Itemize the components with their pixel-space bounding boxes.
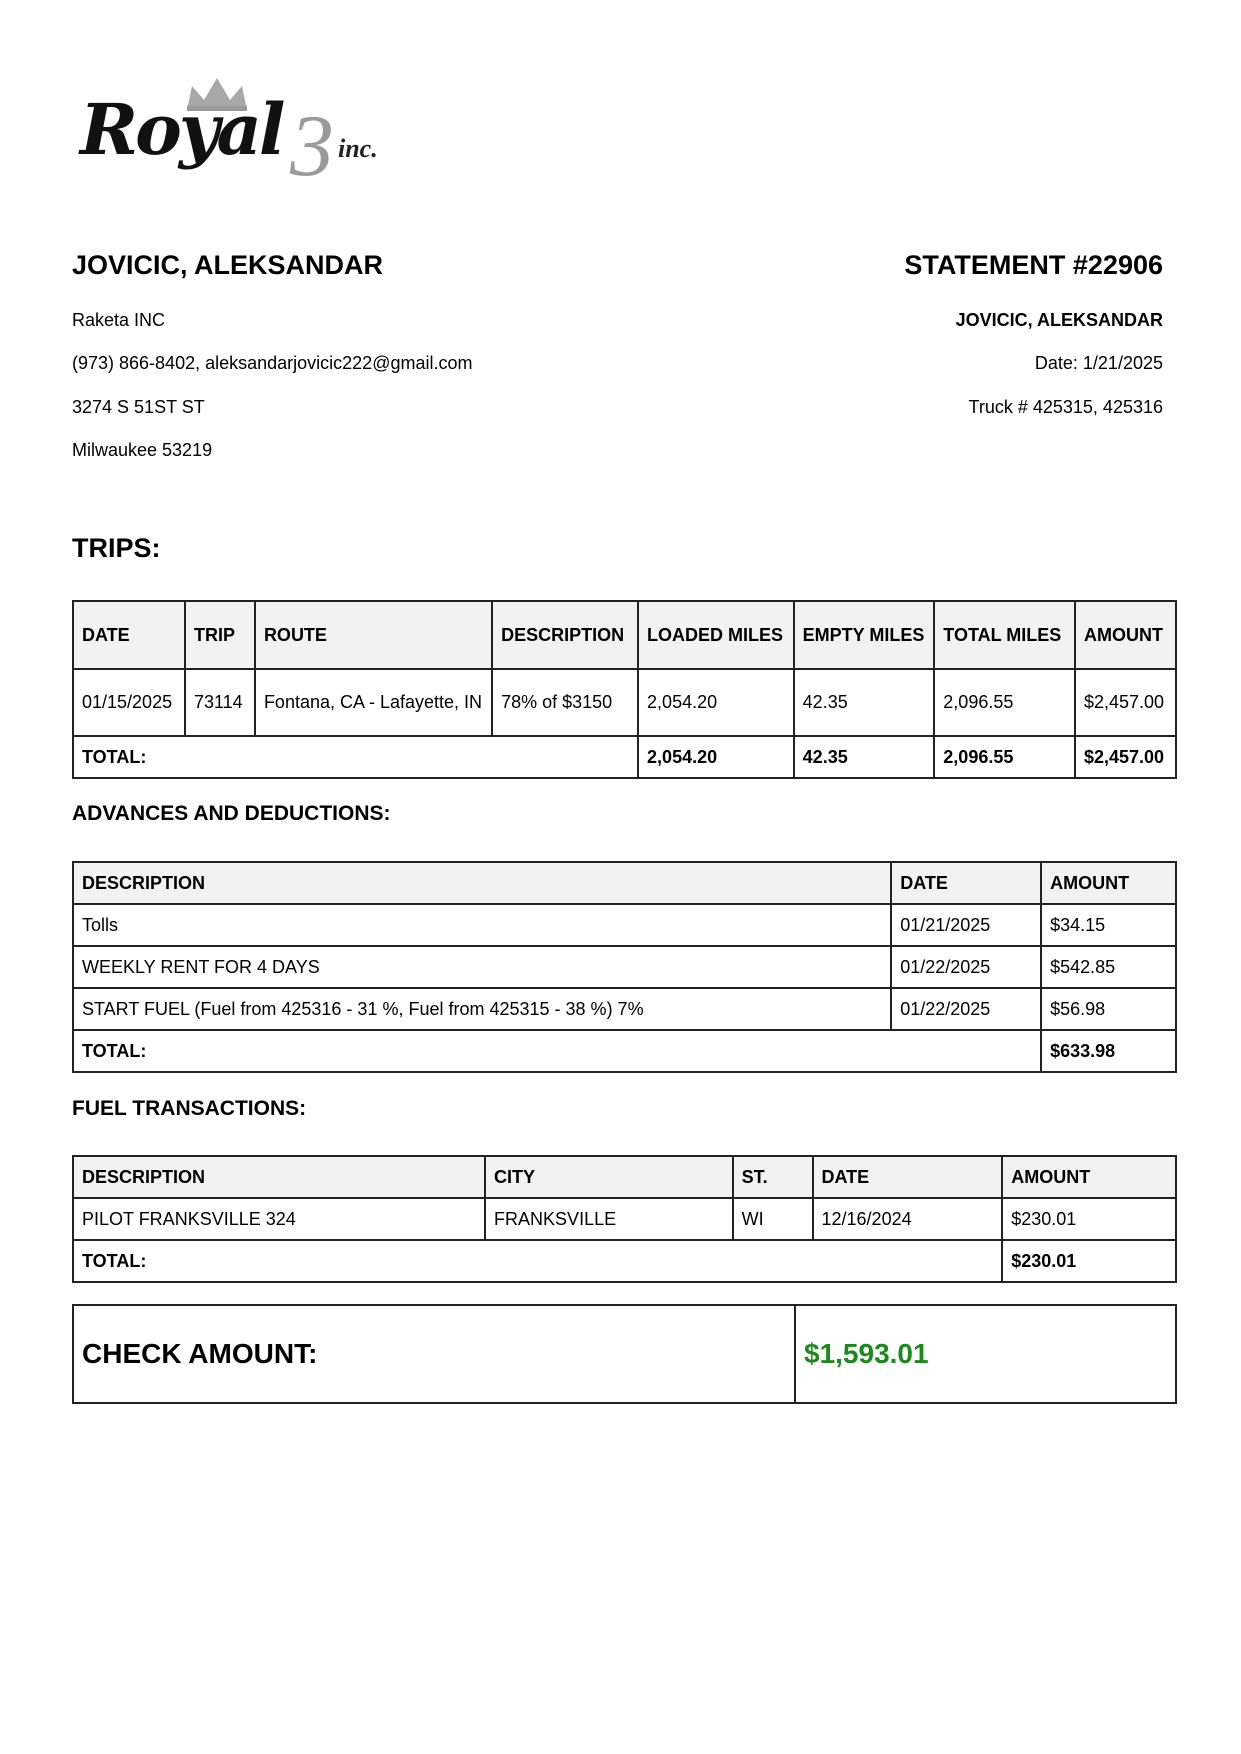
table-row [73, 904, 1176, 946]
table-row [73, 669, 1176, 736]
total-amount: $230.01 [1002, 1240, 1176, 1282]
col-loaded-miles: LOADED MILES [638, 601, 794, 669]
advances-total-row [73, 1030, 1176, 1072]
trip-date: 01/15/2025 [73, 669, 185, 736]
total-label: TOTAL: [73, 1240, 1002, 1282]
total-loaded: 2,054.20 [638, 736, 794, 778]
total-amount: $2,457.00 [1075, 736, 1176, 778]
logo-number: 3 [290, 98, 334, 195]
col-description: DESCRIPTION [73, 862, 891, 904]
total-empty: 42.35 [794, 736, 935, 778]
statement-number: STATEMENT #22906 [904, 250, 1163, 280]
right-driver-name: JOVICIC, ALEKSANDAR [955, 310, 1163, 330]
table-row [73, 988, 1176, 1030]
fuel-state: WI [733, 1198, 813, 1240]
table-row [73, 946, 1176, 988]
col-description: DESCRIPTION [73, 1156, 485, 1198]
col-amount: AMOUNT [1075, 601, 1176, 669]
col-amount: AMOUNT [1041, 862, 1176, 904]
advance-description: Tolls [73, 904, 891, 946]
fuel-description: PILOT FRANKSVILLE 324 [73, 1198, 485, 1240]
table-row [73, 1198, 1176, 1240]
trip-amount: $2,457.00 [1075, 669, 1176, 736]
col-empty-miles: EMPTY MILES [794, 601, 935, 669]
trips-title: TRIPS: [72, 533, 161, 563]
contact-info: (973) 866-8402, aleksandarjovicic222@gmail.com [72, 353, 473, 373]
fuel-title: FUEL TRANSACTIONS: [72, 1097, 307, 1120]
trip-total-miles: 2,096.55 [934, 669, 1075, 736]
company-logo [80, 78, 390, 198]
advances-header-row [73, 862, 1176, 904]
company-name: Raketa INC [72, 310, 166, 330]
trip-number: 73114 [185, 669, 255, 736]
check-amount-value: $1,593.01 [804, 1338, 929, 1369]
trip-route: Fontana, CA - Lafayette, IN [255, 669, 492, 736]
fuel-date: 12/16/2024 [813, 1198, 1003, 1240]
truck-numbers: Truck # 425315, 425316 [968, 397, 1163, 417]
advance-date: 01/22/2025 [891, 988, 1041, 1030]
col-date: DATE [891, 862, 1041, 904]
advance-date: 01/22/2025 [891, 946, 1041, 988]
col-amount: AMOUNT [1002, 1156, 1176, 1198]
trip-empty-miles: 42.35 [794, 669, 935, 736]
fuel-table [72, 1155, 1177, 1283]
fuel-amount: $230.01 [1002, 1198, 1176, 1240]
col-state: ST. [733, 1156, 813, 1198]
col-description: DESCRIPTION [492, 601, 638, 669]
check-amount-box [72, 1304, 1177, 1404]
driver-name-heading: JOVICIC, ALEKSANDAR [72, 250, 384, 280]
advances-title: ADVANCES AND DEDUCTIONS: [72, 802, 391, 825]
street-address: 3274 S 51ST ST [72, 397, 205, 417]
advance-date: 01/21/2025 [891, 904, 1041, 946]
advance-amount: $542.85 [1041, 946, 1176, 988]
trips-table [72, 600, 1177, 779]
city-zip: Milwaukee 53219 [72, 440, 213, 460]
total-label: TOTAL: [73, 1030, 1041, 1072]
fuel-city: FRANKSVILLE [485, 1198, 733, 1240]
fuel-total-row [73, 1240, 1176, 1282]
col-city: CITY [485, 1156, 733, 1198]
col-date: DATE [73, 601, 185, 669]
advance-description: START FUEL (Fuel from 425316 - 31 %, Fuel from 425315 - 38 %) 7% [73, 988, 891, 1030]
trips-header-row [73, 601, 1176, 669]
col-route: ROUTE [255, 601, 492, 669]
statement-date: Date: 1/21/2025 [1034, 353, 1163, 373]
trips-total-row [73, 736, 1176, 778]
col-total-miles: TOTAL MILES [934, 601, 1075, 669]
advances-table [72, 861, 1177, 1073]
total-label: TOTAL: [73, 736, 638, 778]
col-trip: TRIP [185, 601, 255, 669]
advance-description: WEEKLY RENT FOR 4 DAYS [73, 946, 891, 988]
advance-amount: $56.98 [1041, 988, 1176, 1030]
trip-loaded-miles: 2,054.20 [638, 669, 794, 736]
total-amount: $633.98 [1041, 1030, 1176, 1072]
col-date: DATE [813, 1156, 1003, 1198]
check-amount-label: CHECK AMOUNT: [74, 1306, 796, 1402]
logo-suffix: inc. [338, 134, 378, 163]
fuel-header-row [73, 1156, 1176, 1198]
logo-wordmark: Royal [80, 88, 283, 171]
advance-amount: $34.15 [1041, 904, 1176, 946]
total-miles: 2,096.55 [934, 736, 1075, 778]
trip-description: 78% of $3150 [492, 669, 638, 736]
